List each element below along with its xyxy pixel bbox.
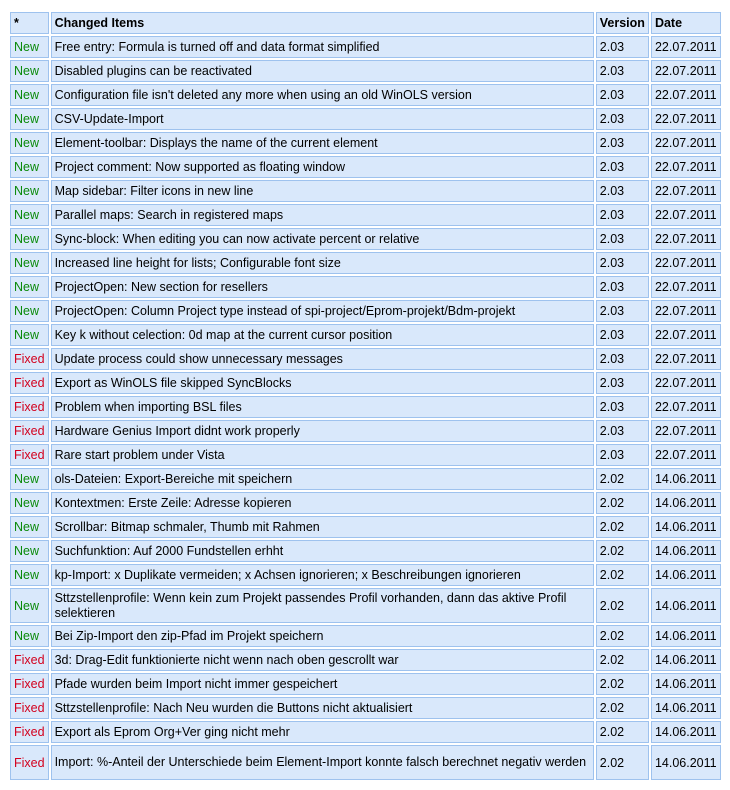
change-type-cell: New — [10, 540, 49, 562]
table-row — [10, 588, 721, 623]
change-type-cell: Fixed — [10, 697, 49, 719]
change-type-cell: New — [10, 132, 49, 154]
date-cell: 14.06.2011 — [651, 564, 721, 586]
table-row — [10, 204, 721, 226]
version-cell: 2.03 — [596, 180, 649, 202]
date-cell: 22.07.2011 — [651, 396, 721, 418]
change-type-cell: New — [10, 468, 49, 490]
table-row — [10, 276, 721, 298]
change-type-cell: Fixed — [10, 396, 49, 418]
version-cell: 2.03 — [596, 276, 649, 298]
change-description-cell: Key k without celection: 0d map at the current cursor position — [51, 324, 594, 346]
version-cell: 2.03 — [596, 156, 649, 178]
version-cell: 2.03 — [596, 372, 649, 394]
version-cell: 2.02 — [596, 492, 649, 514]
version-cell: 2.03 — [596, 204, 649, 226]
table-row — [10, 84, 721, 106]
header-changed-items: Changed Items — [51, 12, 594, 34]
version-cell: 2.02 — [596, 745, 649, 780]
version-cell: 2.02 — [596, 588, 649, 623]
table-row — [10, 745, 721, 780]
change-type-cell: New — [10, 36, 49, 58]
change-type-cell: Fixed — [10, 420, 49, 442]
change-description-cell: Disabled plugins can be reactivated — [51, 60, 594, 82]
changelog-table — [8, 10, 723, 782]
date-cell: 14.06.2011 — [651, 492, 721, 514]
changelog-body — [10, 36, 721, 780]
version-cell: 2.03 — [596, 60, 649, 82]
version-cell: 2.03 — [596, 300, 649, 322]
table-row — [10, 372, 721, 394]
change-type-cell: New — [10, 492, 49, 514]
change-description-cell: CSV-Update-Import — [51, 108, 594, 130]
change-description-cell: ProjectOpen: Column Project type instead of spi-project/Eprom-projekt/Bdm-projekt — [51, 300, 594, 322]
change-description-cell: Kontextmen: Erste Zeile: Adresse kopieren — [51, 492, 594, 514]
change-description-cell: Suchfunktion: Auf 2000 Fundstellen erhht — [51, 540, 594, 562]
change-description-cell: Free entry: Formula is turned off and data format simplified — [51, 36, 594, 58]
date-cell: 14.06.2011 — [651, 625, 721, 647]
date-cell: 22.07.2011 — [651, 204, 721, 226]
table-row — [10, 396, 721, 418]
change-description-cell: Rare start problem under Vista — [51, 444, 594, 466]
version-cell: 2.03 — [596, 348, 649, 370]
change-description-cell: ols-Dateien: Export-Bereiche mit speichern — [51, 468, 594, 490]
date-cell: 14.06.2011 — [651, 516, 721, 538]
date-cell: 14.06.2011 — [651, 721, 721, 743]
date-cell: 22.07.2011 — [651, 348, 721, 370]
version-cell: 2.03 — [596, 252, 649, 274]
change-type-cell: Fixed — [10, 649, 49, 671]
change-description-cell: Sttzstellenprofile: Wenn kein zum Projekt passendes Profil vorhanden, dann das aktive Profil selektieren — [51, 588, 594, 623]
table-row — [10, 673, 721, 695]
table-row — [10, 492, 721, 514]
change-type-cell: New — [10, 180, 49, 202]
date-cell: 22.07.2011 — [651, 108, 721, 130]
change-description-cell: Import: %-Anteil der Unterschiede beim Element-Import konnte falsch berechnet negativ werden — [51, 745, 594, 780]
change-type-cell: Fixed — [10, 721, 49, 743]
change-description-cell: Hardware Genius Import didnt work properly — [51, 420, 594, 442]
version-cell: 2.03 — [596, 396, 649, 418]
table-row — [10, 156, 721, 178]
table-row — [10, 348, 721, 370]
date-cell: 22.07.2011 — [651, 276, 721, 298]
change-description-cell: Pfade wurden beim Import nicht immer gespeichert — [51, 673, 594, 695]
change-description-cell: Element-toolbar: Displays the name of the current element — [51, 132, 594, 154]
change-type-cell: Fixed — [10, 745, 49, 780]
table-row — [10, 108, 721, 130]
change-description-cell: Bei Zip-Import den zip-Pfad im Projekt speichern — [51, 625, 594, 647]
change-description-cell: Update process could show unnecessary messages — [51, 348, 594, 370]
version-cell: 2.03 — [596, 228, 649, 250]
header-row — [10, 12, 721, 34]
date-cell: 14.06.2011 — [651, 697, 721, 719]
header-version: Version — [596, 12, 649, 34]
change-description-cell: Configuration file isn't deleted any more when using an old WinOLS version — [51, 84, 594, 106]
version-cell: 2.02 — [596, 697, 649, 719]
date-cell: 22.07.2011 — [651, 60, 721, 82]
change-description-cell: 3d: Drag-Edit funktionierte nicht wenn nach oben gescrollt war — [51, 649, 594, 671]
change-type-cell: New — [10, 156, 49, 178]
date-cell: 22.07.2011 — [651, 252, 721, 274]
version-cell: 2.02 — [596, 540, 649, 562]
table-row — [10, 300, 721, 322]
version-cell: 2.02 — [596, 625, 649, 647]
change-type-cell: Fixed — [10, 444, 49, 466]
change-type-cell: New — [10, 108, 49, 130]
change-type-cell: New — [10, 516, 49, 538]
change-description-cell: Scrollbar: Bitmap schmaler, Thumb mit Rahmen — [51, 516, 594, 538]
date-cell: 22.07.2011 — [651, 444, 721, 466]
date-cell: 22.07.2011 — [651, 84, 721, 106]
date-cell: 14.06.2011 — [651, 673, 721, 695]
change-type-cell: New — [10, 324, 49, 346]
change-type-cell: New — [10, 300, 49, 322]
change-type-cell: New — [10, 252, 49, 274]
date-cell: 22.07.2011 — [651, 372, 721, 394]
table-row — [10, 649, 721, 671]
version-cell: 2.03 — [596, 132, 649, 154]
table-row — [10, 444, 721, 466]
table-row — [10, 540, 721, 562]
date-cell: 22.07.2011 — [651, 324, 721, 346]
change-description-cell: Map sidebar: Filter icons in new line — [51, 180, 594, 202]
change-description-cell: Problem when importing BSL files — [51, 396, 594, 418]
table-row — [10, 625, 721, 647]
version-cell: 2.03 — [596, 420, 649, 442]
date-cell: 14.06.2011 — [651, 745, 721, 780]
date-cell: 22.07.2011 — [651, 156, 721, 178]
change-type-cell: New — [10, 84, 49, 106]
version-cell: 2.03 — [596, 444, 649, 466]
table-row — [10, 697, 721, 719]
table-row — [10, 721, 721, 743]
change-description-cell: Increased line height for lists; Configurable font size — [51, 252, 594, 274]
version-cell: 2.02 — [596, 516, 649, 538]
header-date: Date — [651, 12, 721, 34]
header-type: * — [10, 12, 49, 34]
date-cell: 22.07.2011 — [651, 228, 721, 250]
change-type-cell: Fixed — [10, 348, 49, 370]
version-cell: 2.03 — [596, 324, 649, 346]
date-cell: 14.06.2011 — [651, 468, 721, 490]
table-row — [10, 420, 721, 442]
table-row — [10, 180, 721, 202]
version-cell: 2.03 — [596, 36, 649, 58]
table-row — [10, 132, 721, 154]
change-description-cell: Export as WinOLS file skipped SyncBlocks — [51, 372, 594, 394]
change-description-cell: ProjectOpen: New section for resellers — [51, 276, 594, 298]
change-description-cell: Export als Eprom Org+Ver ging nicht mehr — [51, 721, 594, 743]
version-cell: 2.03 — [596, 108, 649, 130]
change-description-cell: Project comment: Now supported as floating window — [51, 156, 594, 178]
date-cell: 14.06.2011 — [651, 540, 721, 562]
version-cell: 2.02 — [596, 564, 649, 586]
table-row — [10, 324, 721, 346]
table-row — [10, 468, 721, 490]
date-cell: 22.07.2011 — [651, 300, 721, 322]
date-cell: 22.07.2011 — [651, 132, 721, 154]
table-row — [10, 516, 721, 538]
date-cell: 22.07.2011 — [651, 180, 721, 202]
table-row — [10, 252, 721, 274]
change-description-cell: Sync-block: When editing you can now activate percent or relative — [51, 228, 594, 250]
date-cell: 22.07.2011 — [651, 36, 721, 58]
change-description-cell: kp-Import: x Duplikate vermeiden; x Achsen ignorieren; x Beschreibungen ignorieren — [51, 564, 594, 586]
date-cell: 14.06.2011 — [651, 588, 721, 623]
change-description-cell: Sttzstellenprofile: Nach Neu wurden die Buttons nicht aktualisiert — [51, 697, 594, 719]
table-row — [10, 60, 721, 82]
change-type-cell: New — [10, 276, 49, 298]
change-type-cell: Fixed — [10, 673, 49, 695]
version-cell: 2.02 — [596, 673, 649, 695]
version-cell: 2.02 — [596, 721, 649, 743]
table-row — [10, 228, 721, 250]
change-type-cell: New — [10, 228, 49, 250]
change-type-cell: New — [10, 60, 49, 82]
date-cell: 14.06.2011 — [651, 649, 721, 671]
table-row — [10, 564, 721, 586]
change-type-cell: New — [10, 564, 49, 586]
version-cell: 2.03 — [596, 84, 649, 106]
table-row — [10, 36, 721, 58]
version-cell: 2.02 — [596, 649, 649, 671]
change-type-cell: New — [10, 588, 49, 623]
change-type-cell: Fixed — [10, 372, 49, 394]
change-type-cell: New — [10, 204, 49, 226]
change-description-cell: Parallel maps: Search in registered maps — [51, 204, 594, 226]
version-cell: 2.02 — [596, 468, 649, 490]
date-cell: 22.07.2011 — [651, 420, 721, 442]
change-type-cell: New — [10, 625, 49, 647]
